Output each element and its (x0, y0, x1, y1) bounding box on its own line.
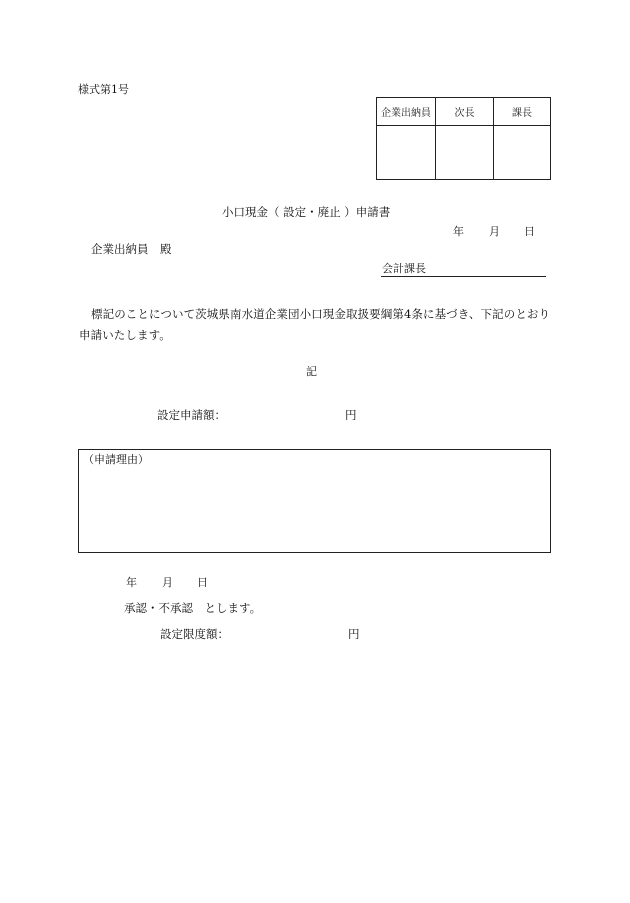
stamp-header-cashier: 企業出納員 (377, 98, 436, 126)
application-amount-field[interactable] (232, 408, 340, 422)
approval-date-year: 年 (126, 576, 137, 589)
date-month: 月 (489, 225, 500, 238)
reason-box[interactable] (78, 449, 551, 553)
application-amount-label: 設定申請額： (157, 408, 226, 422)
stamp-table (376, 97, 551, 180)
application-amount-unit: 円 (345, 408, 357, 422)
applicant-title: 会計課長 (382, 262, 426, 275)
stamp-header-deputy: 次長 (436, 98, 494, 126)
date-year: 年 (453, 225, 464, 238)
ki-heading: 記 (306, 365, 317, 378)
approval-date-month: 月 (162, 576, 173, 589)
stamp-cell-cashier[interactable] (377, 126, 436, 179)
document-title: 小口現金（ 設定・廃止 ）申請書 (222, 205, 391, 219)
limit-amount-field[interactable] (236, 627, 344, 641)
addressee: 企業出納員 殿 (91, 242, 172, 256)
form-number: 様式第1号 (78, 83, 129, 96)
stamp-header-section-chief: 課長 (494, 98, 550, 126)
stamp-cell-deputy[interactable] (436, 126, 494, 179)
body-paragraph: 標記のことについて茨城県南水道企業団小口現金取扱要綱第4条に基づき、下記のとおり申請いたします。 (79, 307, 551, 342)
approval-decision: 承認・不承認 とします。 (124, 601, 262, 615)
limit-amount-label: 設定限度額： (160, 627, 229, 641)
stamp-cell-section-chief[interactable] (494, 126, 550, 179)
approval-date-day: 日 (197, 576, 208, 589)
date-day: 日 (524, 225, 535, 238)
reason-label: （申請理由） (83, 453, 149, 466)
limit-amount-unit: 円 (348, 627, 360, 641)
